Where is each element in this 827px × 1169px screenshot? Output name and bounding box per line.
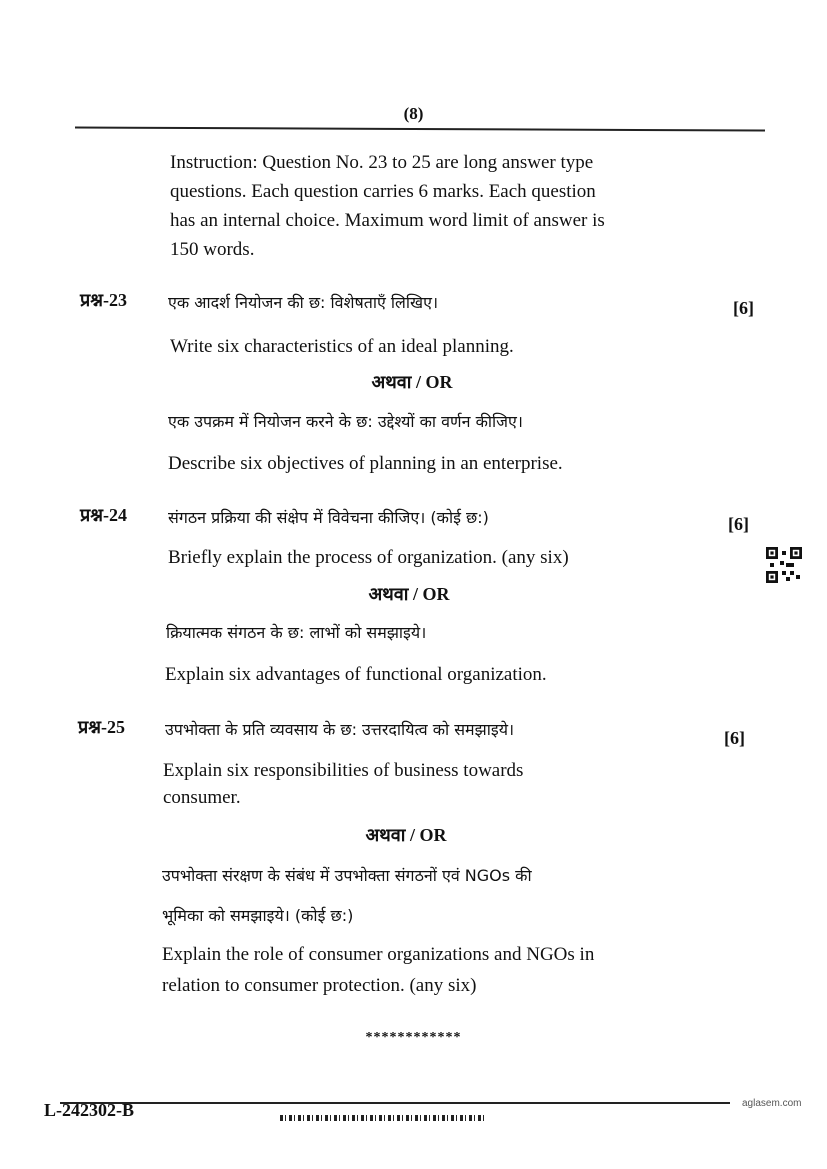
question-23-alt-english: Describe six objectives of planning in an enterprise. (168, 453, 563, 474)
question-25-hindi: उपभोक्ता के प्रति व्यवसाय के छ: उत्तरदायित्व को समझाइये। (165, 720, 515, 739)
question-23-label: प्रश्न-23 (80, 290, 127, 310)
question-25-alt-hindi: उपभोक्ता संरक्षण के संबंध में उपभोक्ता संगठनों एवं NGOs की (162, 866, 532, 885)
question-23-marks: [6] (733, 298, 754, 318)
question-24-hindi: संगठन प्रक्रिया की संक्षेप में विवेचना कीजिए। (कोई छ:) (168, 508, 489, 527)
paper-code: L-242302-B (44, 1100, 134, 1120)
instruction-block (170, 148, 670, 264)
question-24-label: प्रश्न-24 (80, 505, 127, 525)
top-divider (75, 126, 765, 131)
page-number: (8) (403, 104, 424, 123)
watermark: aglasem.com (742, 1098, 802, 1109)
question-23-alt-hindi: एक उपक्रम में नियोजन करने के छ: उद्देश्यों का वर्णन कीजिए। (168, 412, 523, 431)
instruction-line: Instruction: Question No. 23 to 25 are long answer type (170, 152, 594, 173)
question-25-or: अथवा / OR (365, 825, 447, 845)
barcode-icon (280, 1115, 485, 1121)
end-marker: ************ (365, 1030, 462, 1045)
question-24-or: अथवा / OR (368, 584, 450, 604)
question-23-hindi: एक आदर्श नियोजन की छ: विशेषताएँ लिखिए। (168, 293, 439, 312)
question-24-marks: [6] (728, 514, 749, 534)
instruction-line: 150 words. (170, 239, 255, 260)
question-25-english: consumer. (163, 787, 241, 808)
qr-code-icon (766, 546, 802, 584)
instruction-line: questions. Each question carries 6 marks. Each question (170, 181, 596, 202)
question-25-marks: [6] (724, 728, 745, 748)
question-23-english: Write six characteristics of an ideal planning. (170, 336, 514, 357)
question-25-english: Explain six responsibilities of business towards (163, 760, 524, 781)
bottom-divider (60, 1102, 730, 1104)
question-24-english: Briefly explain the process of organization. (any six) (168, 547, 569, 568)
question-24-alt-hindi: क्रियात्मक संगठन के छ: लाभों को समझाइये। (166, 623, 427, 642)
question-23-or: अथवा / OR (371, 372, 453, 392)
question-25-label: प्रश्न-25 (78, 717, 125, 737)
instruction-line: has an internal choice. Maximum word limit of answer is (170, 210, 605, 231)
question-25-alt-hindi: भूमिका को समझाइये। (कोई छ:) (162, 906, 354, 925)
question-25-alt-english: Explain the role of consumer organizations and NGOs in (162, 944, 595, 965)
question-24-alt-english: Explain six advantages of functional organization. (165, 664, 547, 685)
question-25-alt-english: relation to consumer protection. (any six) (162, 975, 477, 996)
